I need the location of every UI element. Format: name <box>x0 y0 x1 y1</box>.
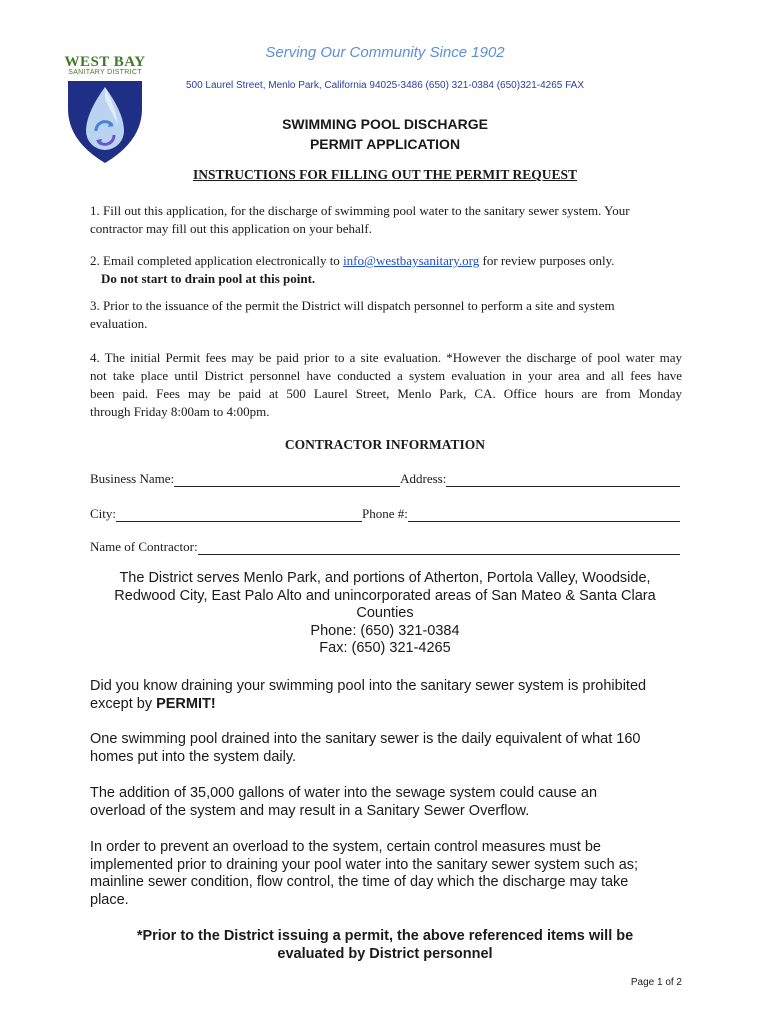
form-title-line-1: SWIMMING POOL DISCHARGE <box>282 116 488 132</box>
instructions-heading: INSTRUCTIONS FOR FILLING OUT THE PERMIT REQUEST <box>192 167 578 182</box>
permit-emphasis: PERMIT! <box>156 695 216 712</box>
district-phone: Phone: (650) 321-0384 <box>310 622 460 639</box>
contractor-heading: CONTRACTOR INFORMATION <box>284 437 486 452</box>
district-logo <box>64 54 146 164</box>
info-paragraph-4 <box>90 839 690 909</box>
tagline: Serving Our Community Since 1902 <box>265 44 505 61</box>
district-fax: Fax: (650) 321-4265 <box>319 640 451 656</box>
contractor-name-label: Name of Contractor: <box>90 539 198 554</box>
info-4-line-2: implemented prior to draining your pool water into the sanitary sewer system such as; <box>90 856 639 873</box>
info-4-line-1: In order to prevent an overload to the system, certain control measures must be <box>90 839 601 855</box>
contractor-name-field[interactable] <box>198 540 680 555</box>
city-field[interactable] <box>116 507 362 522</box>
instruction-3 <box>90 297 682 333</box>
district-address: 500 Laurel Street, Menlo Park, California 94025-3486 (650) 321-0384 (650)321-4265 FAX <box>185 80 585 91</box>
instruction-3-line-1: 3. Prior to the issuance of the permit the District will dispatch personnel to perform a site and system <box>90 298 615 313</box>
phone-label: Phone #: <box>362 506 408 521</box>
info-2-line-1: One swimming pool drained into the sanitary sewer is the daily equivalent of what 160 <box>90 731 641 747</box>
info-4-line-3: mainline sewer condition, flow control, the time of day which the discharge may take <box>90 874 629 890</box>
info-paragraph-3 <box>90 785 690 820</box>
instruction-1 <box>90 202 682 238</box>
business-name-label: Business Name: <box>90 471 175 486</box>
instruction-4-line-1: 4. The initial Permit fees may be paid prior to a site evaluation. *However the discharge of pool water may <box>90 350 682 365</box>
info-3-line-2: overload of the system and may result in a Sanitary Sewer Overflow. <box>90 802 530 819</box>
instruction-2-text-end: for review purposes only. <box>479 253 615 268</box>
logo-subtitle: SANITARY DISTRICT <box>68 69 142 76</box>
address-field[interactable] <box>446 472 680 487</box>
note-line-1: *Prior to the District issuing a permit, the above referenced items will be <box>136 928 634 944</box>
instruction-4-line-2: not take place until District personnel have conducted a system evaluation in your area and all fees have <box>90 368 682 383</box>
logo-name: WEST BAY <box>64 54 146 70</box>
info-3-line-1: The addition of 35,000 gallons of water into the sewage system could cause an <box>90 785 598 801</box>
address-label: Address: <box>400 471 447 486</box>
info-1-line-2: except by <box>90 695 157 712</box>
district-line-1: The District serves Menlo Park, and portions of Atherton, Portola Valley, Woodside, <box>119 570 651 586</box>
drain-warning: Do not start to drain pool at this point. <box>101 271 316 286</box>
instruction-2-text: 2. Email completed application electronically to <box>90 253 344 268</box>
city-phone-row <box>90 502 680 522</box>
info-1-line-1: Did you know draining your swimming pool into the sanitary sewer system is prohibited <box>90 678 647 694</box>
instruction-3-line-2: evaluation. <box>90 316 148 331</box>
instruction-1-line-2: contractor may fill out this application on your behalf. <box>90 221 372 236</box>
form-title-line-2: PERMIT APPLICATION <box>309 136 461 152</box>
business-name-field[interactable] <box>174 472 400 487</box>
water-drop-shield-icon <box>66 79 144 165</box>
district-line-3: Counties <box>356 605 414 621</box>
district-line-2: Redwood City, East Palo Alto and unincorporated areas of San Mateo & Santa Clara <box>114 587 656 604</box>
info-paragraph-1 <box>90 678 690 713</box>
info-paragraph-2 <box>90 731 690 766</box>
page-number: Page 1 of 2 <box>630 977 682 988</box>
instruction-1-line-1: 1. Fill out this application, for the discharge of swimming pool water to the sanitary sewer system. Your <box>90 203 630 218</box>
instruction-4 <box>90 349 682 421</box>
info-2-line-2: homes put into the system daily. <box>90 748 297 765</box>
city-label: City: <box>90 506 117 521</box>
business-address-row <box>90 467 680 487</box>
info-4-line-4: place. <box>90 891 129 908</box>
note-line-2: evaluated by District personnel <box>277 945 493 962</box>
contractor-name-row <box>90 535 680 555</box>
instruction-2 <box>90 252 682 288</box>
district-service-area <box>80 570 690 658</box>
district-evaluation-note <box>80 928 690 963</box>
instruction-4-line-3: been paid. Fees may be paid at 500 Laurel Street, Menlo Park, CA. Office hours are from Monday <box>90 386 682 401</box>
email-link[interactable]: info@westbaysanitary.org <box>343 253 480 268</box>
instruction-4-line-4: through Friday 8:00am to 4:00pm. <box>90 404 270 419</box>
phone-field[interactable] <box>408 507 680 522</box>
